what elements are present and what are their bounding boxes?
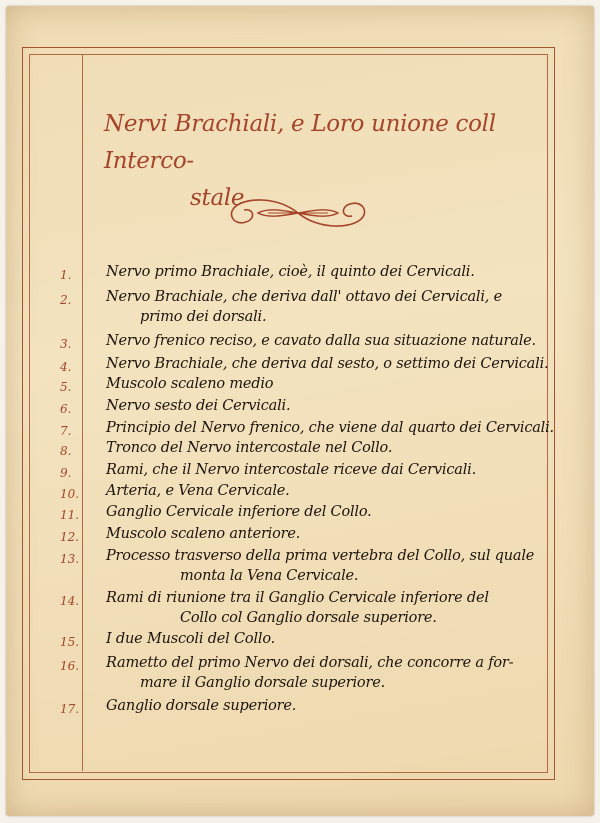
item-number: 9. xyxy=(60,466,72,480)
title-line-2: stale xyxy=(190,185,245,211)
item-text: Rametto del primo Nervo dei dorsali, che concorre a for- xyxy=(106,655,514,671)
item-text: I due Muscoli del Collo. xyxy=(106,631,276,647)
item-text: Nervo sesto dei Cervicali. xyxy=(106,398,291,414)
item-text: Nervo Brachiale, che deriva dal sesto, o settimo dei Cervicali. xyxy=(106,356,549,372)
item-text: Rami, che il Nervo intercostale riceve dai Cervicali. xyxy=(106,462,476,478)
item-text: Arteria, e Vena Cervicale. xyxy=(106,483,290,499)
legend-item xyxy=(0,544,580,584)
ornamental-flourish xyxy=(218,192,378,234)
item-text: Processo trasverso della prima vertebra del Collo, sul quale xyxy=(106,548,535,564)
item-text: Rami di riunione tra il Ganglio Cervicale inferiore del xyxy=(106,590,489,606)
item-text-continued: primo dei dorsali. xyxy=(140,309,267,325)
item-text: Ganglio dorsale superiore. xyxy=(106,698,297,714)
legend-item xyxy=(0,651,580,691)
item-number: 6. xyxy=(60,402,72,416)
item-text: Muscolo scaleno medio xyxy=(106,376,274,392)
item-number: 11. xyxy=(60,508,80,522)
title-line-1: Nervi Brachiali, e Loro unione coll Interco- xyxy=(104,111,496,174)
item-number: 16. xyxy=(60,659,80,673)
item-text: Ganglio Cervicale inferiore del Collo. xyxy=(106,504,372,520)
item-text: Principio del Nervo frenico, che viene dal quarto dei Cervicali. xyxy=(106,420,554,436)
item-text-continued: monta la Vena Cervicale. xyxy=(180,568,359,584)
legend-item xyxy=(0,694,580,734)
item-number: 7. xyxy=(60,424,72,438)
legend-item xyxy=(0,285,580,325)
item-number: 17. xyxy=(60,702,80,716)
item-number: 13. xyxy=(60,552,80,566)
item-number: 14. xyxy=(60,594,80,608)
item-number: 1. xyxy=(60,268,72,282)
item-number: 3. xyxy=(60,337,72,351)
item-number: 8. xyxy=(60,444,72,458)
item-text-continued: mare il Ganglio dorsale superiore. xyxy=(140,675,385,691)
item-number: 12. xyxy=(60,530,80,544)
item-number: 5. xyxy=(60,380,72,394)
item-text: Muscolo scaleno anteriore. xyxy=(106,526,301,542)
item-text: Nervo Brachiale, che deriva dall' ottavo dei Cervicali, e xyxy=(106,289,503,305)
item-text: Tronco del Nervo intercostale nel Collo. xyxy=(106,440,393,456)
item-text: Nervo primo Brachiale, cioè, il quinto dei Cervicali. xyxy=(106,264,475,280)
item-number: 15. xyxy=(60,635,80,649)
item-number: 2. xyxy=(60,293,72,307)
item-text: Nervo frenico reciso, e cavato dalla sua situazione naturale. xyxy=(106,333,536,349)
legend-item xyxy=(0,586,580,626)
item-number: 10. xyxy=(60,487,80,501)
item-text-continued: Collo col Ganglio dorsale superiore. xyxy=(180,610,437,626)
item-number: 4. xyxy=(60,360,72,374)
